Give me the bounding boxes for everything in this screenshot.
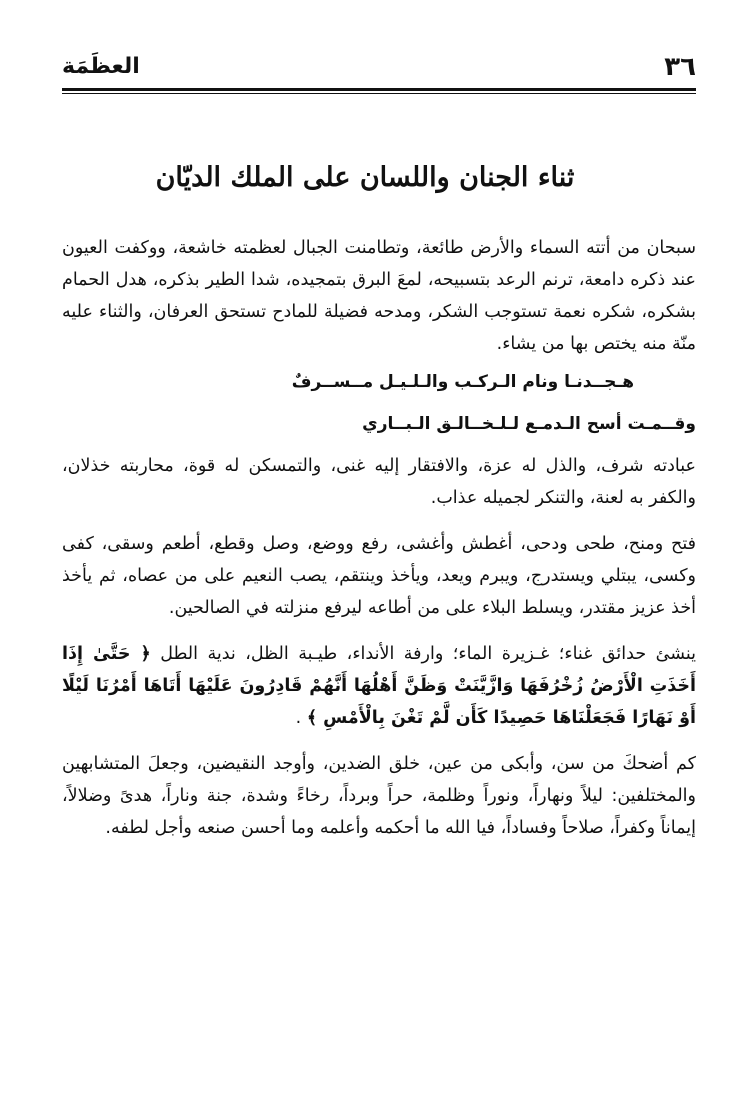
paragraph-2: عبادته شرف، والذل له عزة، والافتقار إليه غنى، والتمسكن له قوة، محاربته خذلان، والكفر به لعنة، والتنكر لجميله عذاب. xyxy=(62,456,696,508)
paragraph-4-intro: ينشئ حدائق غناء؛ غـزيرة الماء؛ وارفة الأنداء، طيـبة الظل، ندية الطل xyxy=(160,644,696,664)
paragraph-1: سبحان من أتته السماء والأرض طائعة، وتطامنت الجبال لعظمته خاشعة، ووكفت العيون عند ذكره دامعة، ترنم الرعد بتسبيحه، لمعَ البرق بتمجيده، شدا الطير بذكره، هدل الحمام بشكره، شكره نعمة تستوجب الشكر، ومدحه فضيلة للمادح تستحق العرفان، والثناء عليه منّة منه يختص بها من يشاء. xyxy=(62,238,696,354)
quran-verse: ﴿ حَتَّىٰ إِذَا أَخَذَتِ الْأَرْضُ زُخْرُفَهَا وَازَّيَّنَتْ وَظَنَّ أَهْلُهَا أَنَّهُمْ قَادِرُونَ عَلَيْهَا أَتَاهَا أَمْرُنَا لَيْلًا أَوْ نَهَارًا فَجَعَلْنَاهَا حَصِيدًا كَأَن لَّمْ تَغْنَ بِالْأَمْسِ ﴾ xyxy=(62,644,696,728)
paragraph-4 xyxy=(62,638,696,734)
page-body xyxy=(62,232,696,858)
page-header xyxy=(62,52,696,82)
paragraph-4-end: . xyxy=(295,708,302,728)
paragraph-3: فتح ومنح، طحى ودحى، أغطش وأغشى، رفع ووضع، وصل وقطع، أطعم وسقى، كفى وكسى، يبتلي ويستدرج، ويبرم ويعد، ويأخذ وينتقم، يصب النعيم على من عصاه، ثم يأخذ أخذ عزيز مقتدر، ويسلط البلاء على من أطاعه ليرفع منزلته في الصالحين. xyxy=(62,534,696,618)
page-number: ٣٦ xyxy=(664,52,696,82)
header-rule xyxy=(62,88,696,91)
header-rule-thin xyxy=(62,93,696,94)
running-title: العظَمَة xyxy=(62,54,140,79)
paragraph-5: كم أضحكَ من سن، وأبكى من عين، خلق الضدين، وأوجد النقيضين، وجعلَ المتشابهين والمختلفين: ليلاً ونهاراً، ونوراً وظلمة، حراً وبرداً، رخاءً وشدة، جنة وناراً، هدىً وضلالاً، إيماناً وكفراً، صلاحاً وفساداً، فيا الله ما أحكمه وأعلمه وما أحسن صنعه وأجل لطفه. xyxy=(62,754,696,838)
verse-line-2: وقــمـت أسح الـدمـع لـلـخــالـق الـبــاري xyxy=(362,414,696,434)
chapter-title: ثناء الجنان واللسان على الملك الديّان xyxy=(155,162,575,193)
verse-line-1: هـجــدنـا ونام الـركـب والـلـيـل مــســرفٌ xyxy=(291,372,634,392)
